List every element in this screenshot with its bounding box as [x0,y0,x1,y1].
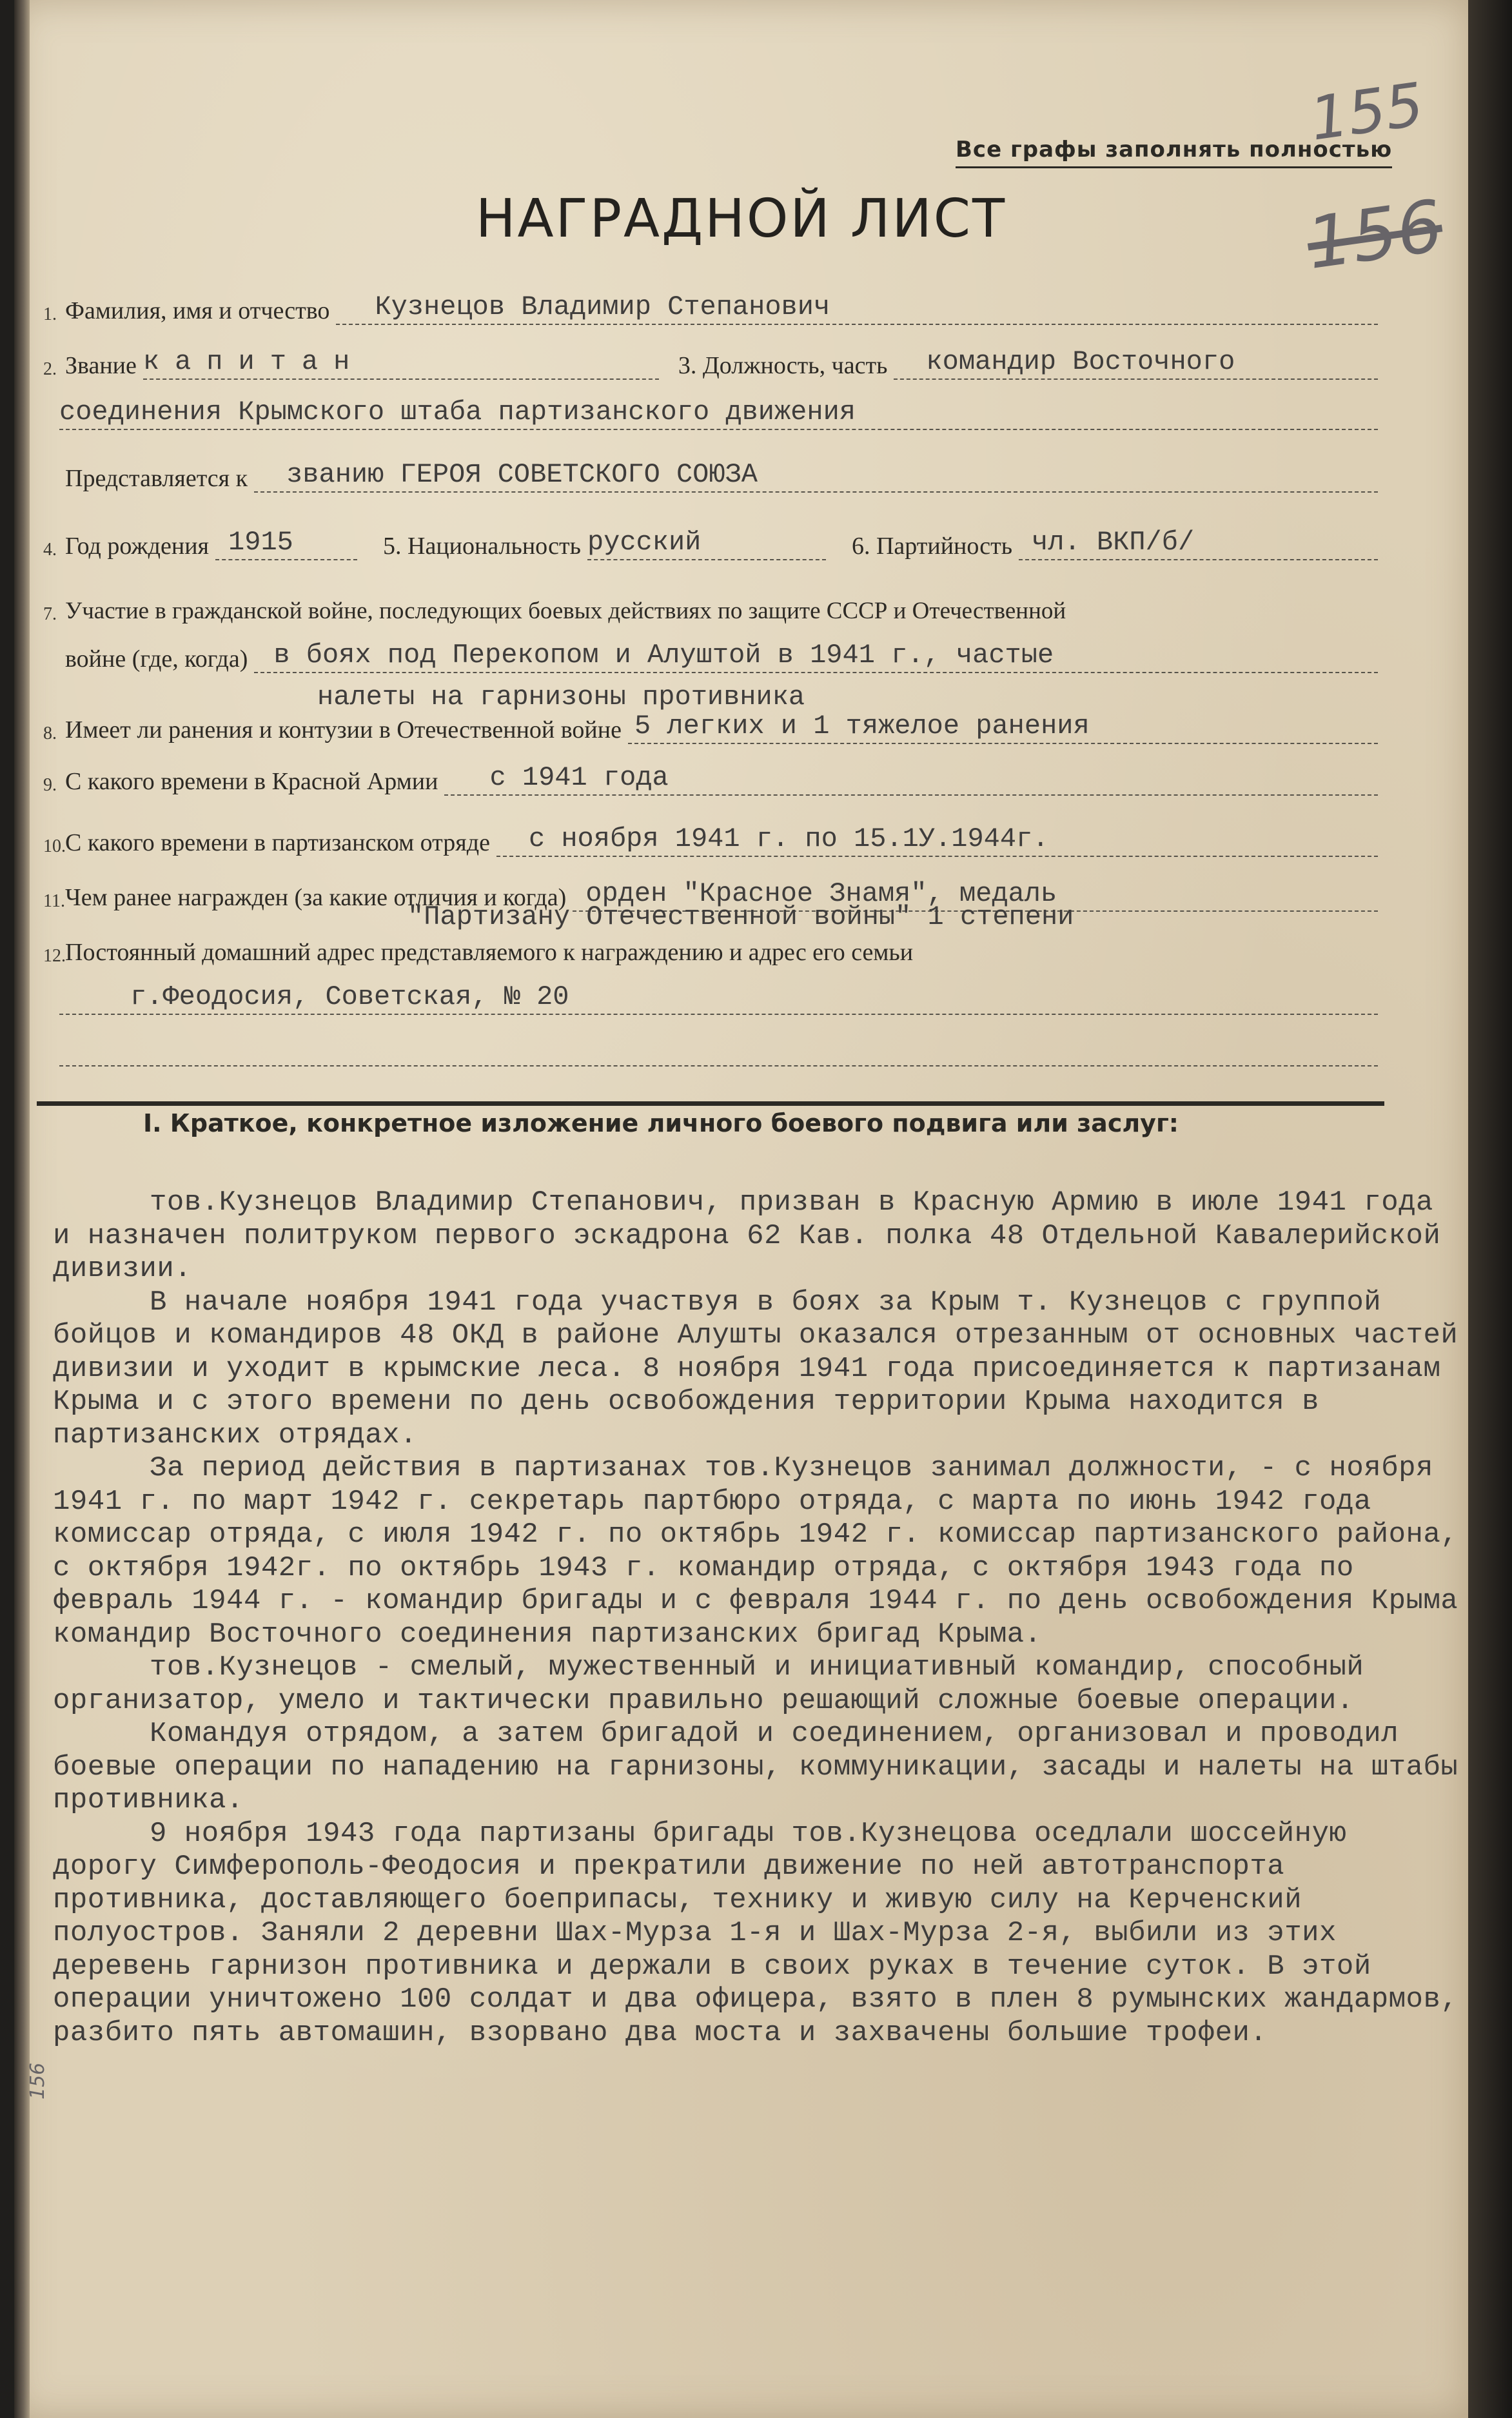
war-participation-value-continued: налеты на гарнизоны противника [317,682,805,713]
rank-value: капитан [143,345,659,380]
field-partisan-since [43,816,1378,857]
field-label: С какого времени в Красной Армии [65,768,438,795]
home-address-value: г.Феодосия, Советская, № 20 [59,980,1378,1015]
previous-awards-value: орден "Красное Знамя", медаль [573,877,1378,912]
partisan-since-value: с ноября 1941 г. по 15.1У.1944г. [496,822,1378,857]
field-nominated-for [43,451,1378,493]
field-label: Участие в гражданской войне, последующих боевых действиях по защите СССР и Отечественной [65,598,1066,624]
award-sheet [14,0,1468,2418]
field-label: Фамилия, имя и отчество [65,297,330,324]
narrative-paragraph: тов.Кузнецов - смелый, мужественный и инициативный командир, способный организатор, умело и тактически правильно решающий сложные боевые операции. [53,1651,1364,1717]
narrative-paragraph: тов.Кузнецов Владимир Степанович, призван в Красную Армию в июле 1941 года и назначен политруком первого эскадрона 62 Кав. полка 48 Отдельной Кавалерийской дивизии. [53,1186,1441,1285]
field-label: Звание [65,352,137,379]
wounds-value: 5 легких и 1 тяжелое ранения [628,709,1378,744]
field-number: 11. [43,891,65,911]
field-number: 9. [43,775,57,795]
narrative-paragraph: За период действия в партизанах тов.Кузнецов занимал должности, - с ноября 1941 г. по март 1942 г. секретарь партбюро отряда, с марта по июнь 1942 года комиссар отряда, с июля 1942 г. по октябрь 1942 г. комиссар партизанского района, с октября 1942г. по октябрь 1943 г. командир отряда, с октября 1943 года по февраль 1944 г. - командир бригады и с февраля 1944 г. по день освобождения Крыма командир Восточного соединения партизанских бригад Крыма. [53,1452,1458,1651]
scan-background-edge [1468,0,1512,2418]
birth-year-value: 1915 [215,526,357,560]
field-label: 6. Партийность [851,533,1013,560]
field-number: 7. [43,604,57,624]
field-red-army-since [43,754,1378,796]
field-label: 5. Национальность [383,533,581,560]
field-birth-nationality-party [43,519,1378,560]
sheet-number-handwritten: 155 [1306,70,1428,154]
field-label: Имеет ли ранения и контузии в Отечественной войне [65,716,622,743]
field-label: Год рождения [65,533,210,560]
previous-awards-value-continued: "Партизану Отечественной войны" 1 степени [407,901,1074,932]
field-rank-position [43,339,1378,380]
nationality-value: русский [587,526,826,560]
party-value: чл. ВКП/б/ [1019,526,1378,560]
fill-all-fields-note: Все графы заполнять полностью [956,137,1392,168]
position-value: командир Восточного [894,345,1378,380]
field-number: 12. [43,946,66,966]
field-label: войне (где, когда) [65,645,248,673]
field-label: Представляется к [65,465,248,492]
narrative-paragraph: Командуя отрядом, а затем бригадой и соединением, организовал и проводил боевые операции по нападению на гарнизоны, коммуникации, засады и налеты на штабы противника. [53,1718,1458,1816]
form-title: НАГРАДНОЙ ЛИСТ [475,188,1007,250]
narrative-paragraph: 9 ноября 1943 года партизаны бригады тов.Кузнецова оседлали шоссейную дорогу Симферополь-Феодосия и прекратили движение по ней автотранспорта противника, доставляющего боеприпасы, технику и живую силу на Керченский полуостров. Заняли 2 деревни Шах-Мурза 1-я и Шах-Мурза 2-я, выбили из этих деревень гарнизон противника и держали в своих руках в течение суток. В этой операции уничтожено 100 солдат и два офицера, взято в плен 8 румынских жандармов, разбито пять автомашин, взорвано два моста и захвачены большие трофеи. [53,1817,1458,2049]
old-number-handwritten: 156 [1302,184,1448,285]
field-war-participation-line2 [43,632,1378,673]
narrative-paragraph: В начале ноября 1941 года участвуя в боях за Крым т. Кузнецов с группой бойцов и командиров 48 ОКД в районе Алушты оказался отрезанным от основных частей дивизии и уходит в крымские леса. 8 ноября 1941 года присоединяется к партизанам Крыма и с этого времени по день освобождения территории Крыма находится в партизанских отрядах. [53,1286,1458,1451]
home-address-blank-line [59,1032,1378,1066]
margin-number-handwritten: 156 [26,2062,50,2100]
section-1-title: I. Краткое, конкретное изложение личного боевого подвига или заслуг: [143,1109,1179,1137]
section-divider [37,1101,1384,1106]
field-home-address [43,925,1378,967]
field-wounds [43,703,1378,744]
field-number: 10. [43,836,66,856]
war-participation-value: в боях под Перекопом и Алуштой в 1941 г., частые [254,638,1378,673]
field-number: 1. [43,304,57,324]
field-number: 4. [43,540,57,560]
full-name-value: Кузнецов Владимир Степанович [336,290,1378,325]
field-number: 8. [43,723,57,743]
field-label: 3. Должность, часть [678,352,888,379]
red-army-since-value: с 1941 года [444,761,1378,796]
field-label: С какого времени в партизанском отряде [65,829,490,856]
narrative-text [53,1186,1458,2050]
binding-edge [14,0,30,2418]
nominated-for-value: званию ГЕРОЯ СОВЕТСКОГО СОЮЗА [254,458,1378,493]
position-value-continued: соединения Крымского штаба партизанского движения [59,395,1378,430]
field-number: 2. [43,359,57,379]
field-full-name [43,284,1378,325]
field-war-participation [43,584,1378,625]
field-label: Чем ранее награжден (за какие отличия и когда) [65,884,567,911]
field-label: Постоянный домашний адрес представляемого к награждению и адрес его семьи [65,939,914,966]
